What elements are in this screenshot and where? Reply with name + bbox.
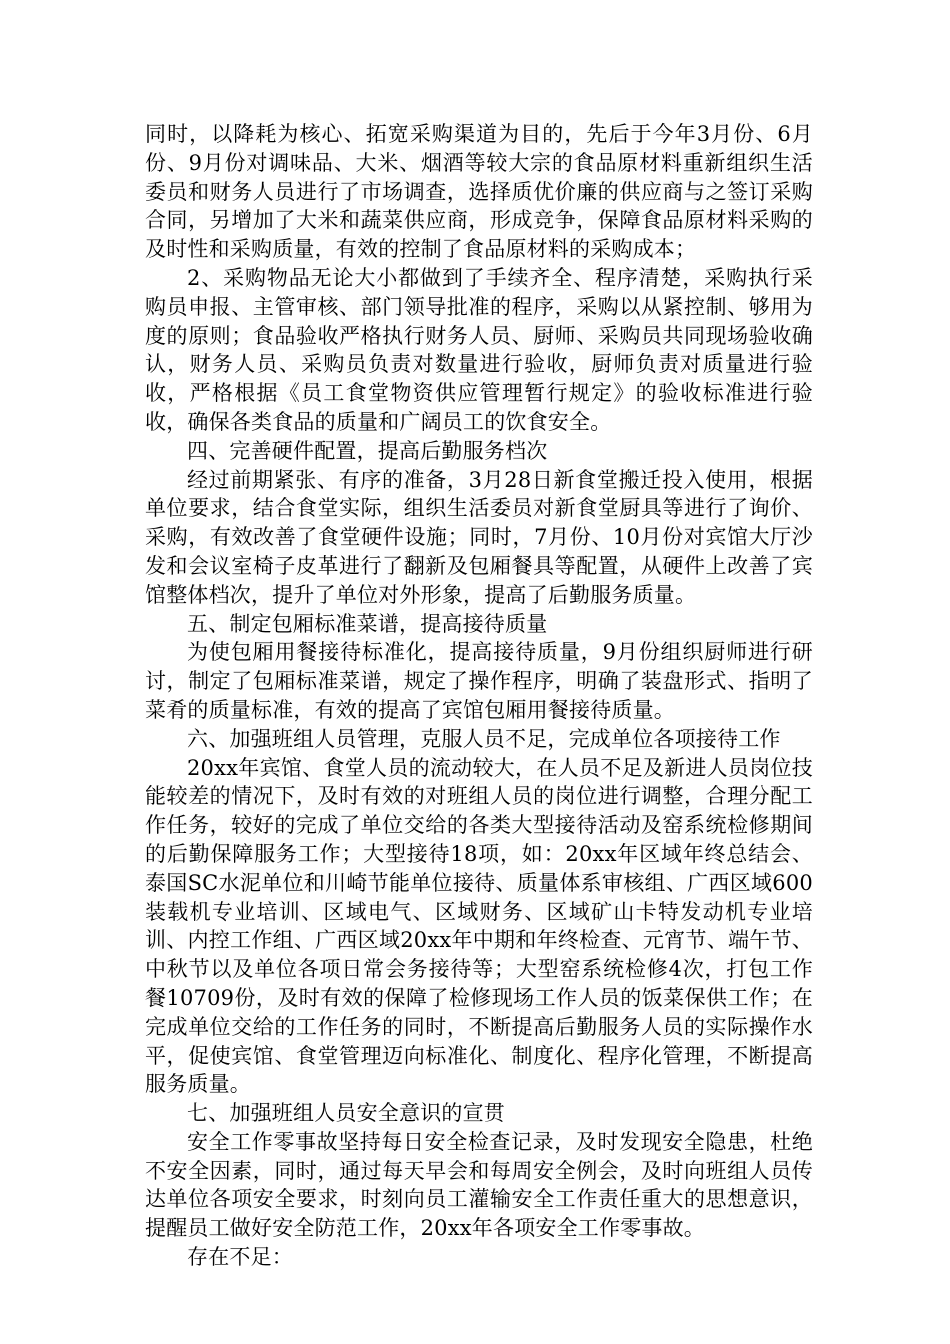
body-paragraph: 经过前期紧张、有序的准备，3月28日新食堂搬迁投入使用，根据单位要求，结合食堂实际，组织生活委员对新食堂厨具等进行了询价、采购，有效改善了食堂硬件设施；同时，7月份、10月份对宾馆大厅沙发和会议室椅子皮革进行了翻新及包厢餐具等配置，从硬件上改善了宾馆整体档次，提升了单位对外形象，提高了后勤服务质量。 (145, 467, 813, 607)
body-paragraph: 为使包厢用餐接待标准化，提高接待质量，9月份组织厨师进行研讨，制定了包厢标准菜谱，规定了操作程序，明确了装盘形式、指明了菜肴的质量标准，有效的提高了宾馆包厢用餐接待质量。 (145, 640, 813, 722)
section-heading: 存在不足： (187, 1245, 293, 1270)
body-paragraph: 20xx年宾馆、食堂人员的流动较大，在人员不足及新进人员岗位技能较差的情况下，及时有效的对班组人员的岗位进行调整，合理分配工作任务，较好的完成了单位交给的各类大型接待活动及窑系统检修期间的后勤保障服务工作；大型接待18项，如：20xx年区域年终总结会、泰国SC水泥单位和川崎节能单位接待、质量体系审核组、广西区域600装载机专业培训、区域电气、区域财务、区域矿山卡特发动机专业培训、内控工作组、广西区域20xx年中期和年终检查、元宵节、端午节、中秋节以及单位各项日常会务接待等；大型窑系统检修4次，打包工作餐10709份，及时有效的保障了检修现场工作人员的饭菜保供工作；在完成单位交给的工作任务的同时，不断提高后勤服务人员的实际操作水平，促使宾馆、食堂管理迈向标准化、制度化、程序化管理，不断提高服务质量。 (145, 755, 813, 1097)
section-heading: 六、加强班组人员管理，克服人员不足，完成单位各项接待工作 (187, 726, 781, 751)
body-paragraph: 同时，以降耗为核心、拓宽采购渠道为目的，先后于今年3月份、6月份、9月份对调味品、大米、烟酒等较大宗的食品原材料重新组织生活委员和财务人员进行了市场调查，选择质优价廉的供应商与之签订采购合同，另增加了大米和蔬菜供应商，形成竞争，保障食品原材料采购的及时性和采购质量，有效的控制了食品原材料的采购成本； (145, 122, 813, 262)
section-heading: 七、加强班组人员安全意识的宣贯 (187, 1101, 505, 1126)
body-paragraph: 安全工作零事故坚持每日安全检查记录，及时发现安全隐患，杜绝不安全因素，同时，通过每天早会和每周安全例会，及时向班组人员传达单位各项安全要求，时刻向员工灌输安全工作责任重大的思想意识，提醒员工做好安全防范工作，20xx年各项安全工作零事故。 (145, 1129, 813, 1241)
section-heading: 五、制定包厢标准菜谱，提高接待质量 (187, 611, 548, 636)
document-page (145, 120, 813, 1272)
section-heading: 四、完善硬件配置，提高后勤服务档次 (187, 438, 548, 463)
body-paragraph: 2、采购物品无论大小都做到了手续齐全、程序清楚，采购执行采购员申报、主管审核、部门领导批准的程序，采购以从紧控制、够用为度的原则；食品验收严格执行财务人员、厨师、采购员共同现场验收确认，财务人员、采购员负责对数量进行验收，厨师负责对质量进行验收，严格根据《员工食堂物资供应管理暂行规定》的验收标准进行验收，确保各类食品的质量和广阔员工的饮食安全。 (145, 265, 813, 434)
